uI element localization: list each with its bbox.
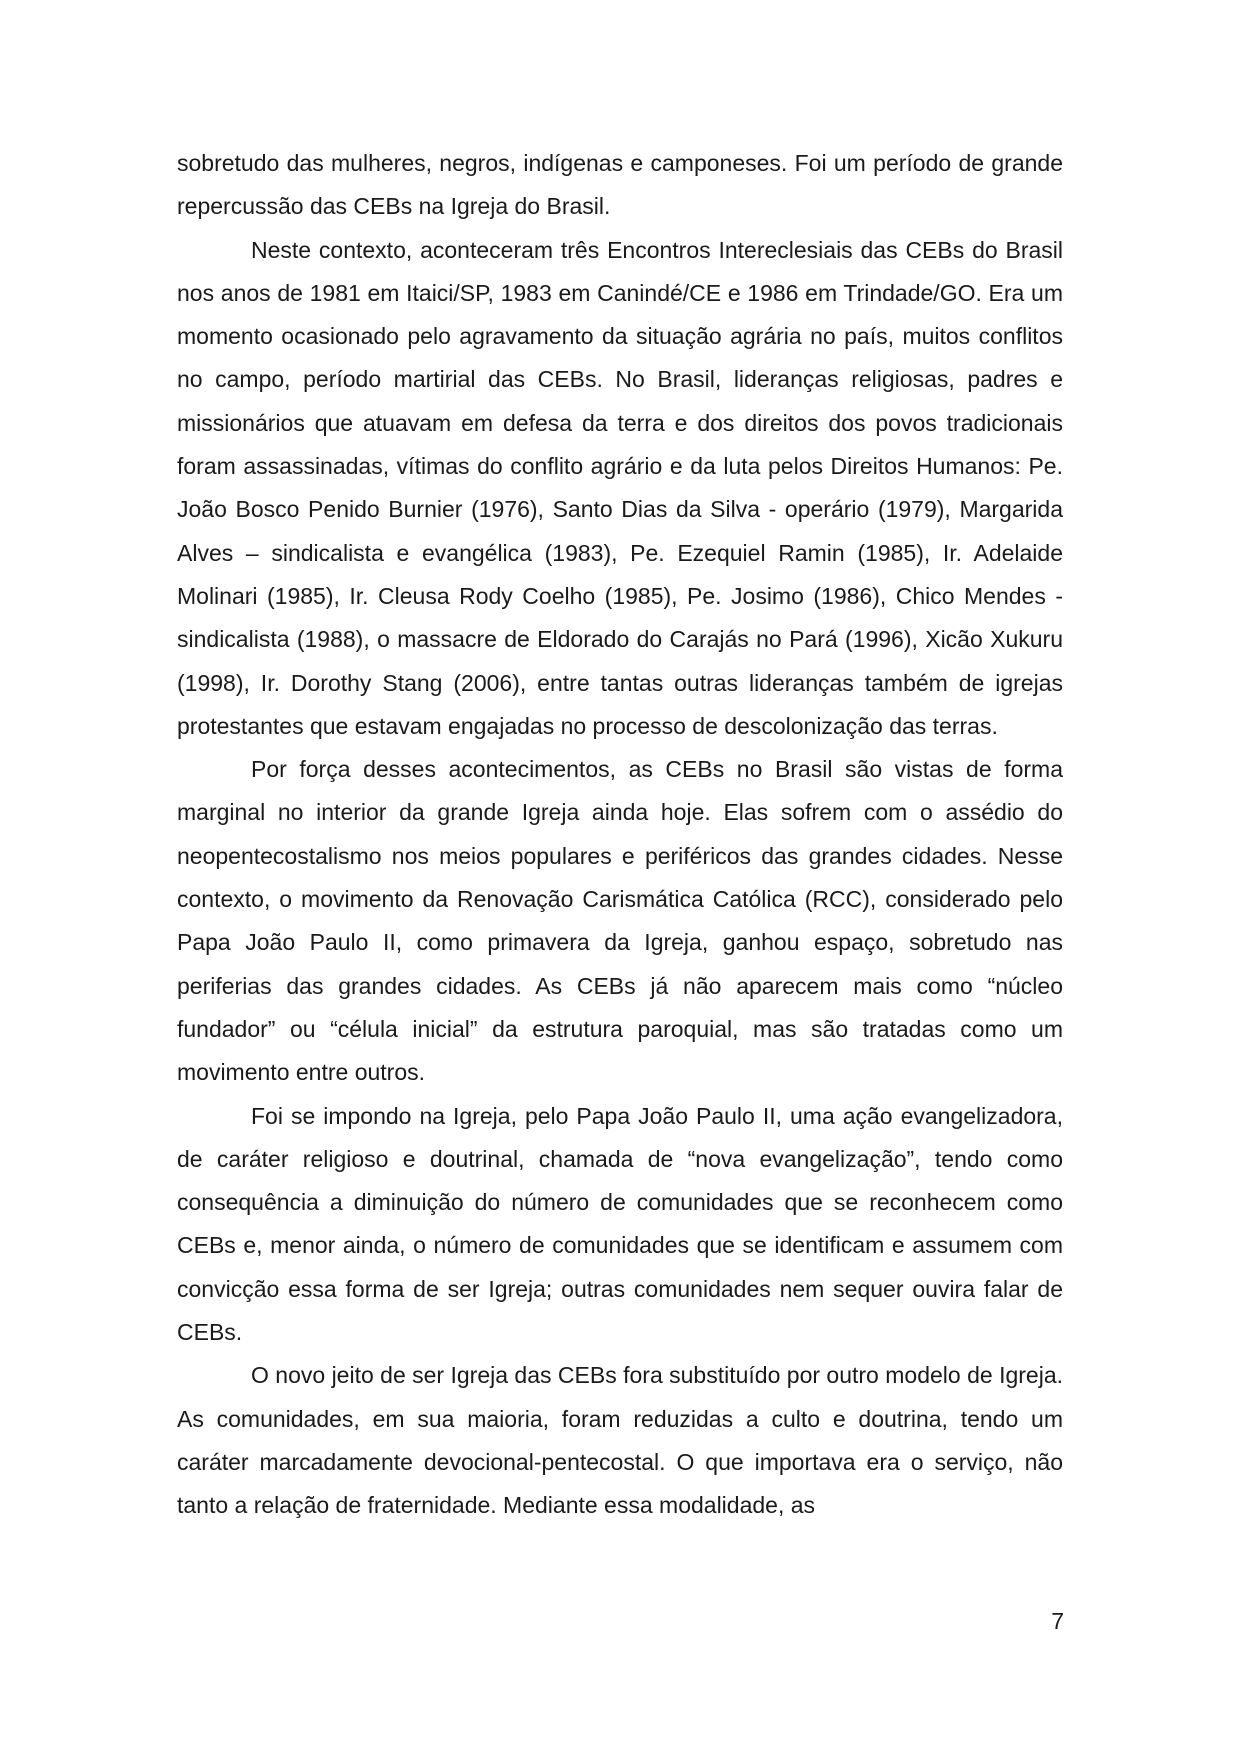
body-text bbox=[177, 142, 1063, 1528]
paragraph-new-model: O novo jeito de ser Igreja das CEBs fora substituído por outro modelo de Igreja. As comunidades, em sua maioria, foram reduzidas a culto e doutrina, tendo um caráter marcadamente devocional-pentecostal. O que importava era o serviço, não tanto a relação de fraternidade. Mediante essa modalidade, as bbox=[177, 1362, 1063, 1519]
paragraph-continuation: sobretudo das mulheres, negros, indígenas e camponeses. Foi um período de grande repercussão das CEBs na Igreja do Brasil. bbox=[177, 150, 1063, 220]
paragraph-intereclesial-meetings: Neste contexto, aconteceram três Encontros Intereclesiais das CEBs do Brasil nos anos de 1981 em Itaici/SP, 1983 em Canindé/CE e 1986 em Trindade/GO. Era um momento ocasionado pelo agravamento da situação agrária no país, muitos conflitos no campo, período martirial das CEBs. No Brasil, lideranças religiosas, padres e missionários que atuavam em defesa da terra e dos direitos dos povos tradicionais foram assassinadas, vítimas do conflito agrário e da luta pelos Direitos Humanos: Pe. João Bosco Penido Burnier (1976), Santo Dias da Silva - operário (1979), Margarida Alves – sindicalista e evangélica (1983), Pe. Ezequiel Ramin (1985), Ir. Adelaide Molinari (1985), Ir. Cleusa Rody Coelho (1985), Pe. Josimo (1986), Chico Mendes - sindicalista (1988), o massacre de Eldorado do Carajás no Pará (1996), Xicão Xukuru (1998), Ir. Dorothy Stang (2006), entre tantas outras lideranças também de igrejas protestantes que estavam engajadas no processo de descolonização das terras. bbox=[177, 236, 1063, 739]
paragraph-new-evangelization: Foi se impondo na Igreja, pelo Papa João Paulo II, uma ação evangelizadora, de caráter religioso e doutrinal, chamada de “nova evangelização”, tendo como consequência a diminuição do número de comunidades que se reconhecem como CEBs e, menor ainda, o número de comunidades que se identificam e assumem com convicção essa forma de ser Igreja; outras comunidades nem sequer ouvira falar de CEBs. bbox=[177, 1102, 1063, 1346]
page-number: 7 bbox=[1051, 1608, 1064, 1634]
paragraph-marginalization: Por força desses acontecimentos, as CEBs no Brasil são vistas de forma marginal no interior da grande Igreja ainda hoje. Elas sofrem com o assédio do neopentecostalismo nos meios populares e periféricos das grandes cidades. Nesse contexto, o movimento da Renovação Carismática Católica (RCC), considerado pelo Papa João Paulo II, como primavera da Igreja, ganhou espaço, sobretudo nas periferias das grandes cidades. As CEBs já não aparecem mais como “núcleo fundador” ou “célula inicial” da estrutura paroquial, mas são tratadas como um movimento entre outros. bbox=[177, 756, 1063, 1086]
